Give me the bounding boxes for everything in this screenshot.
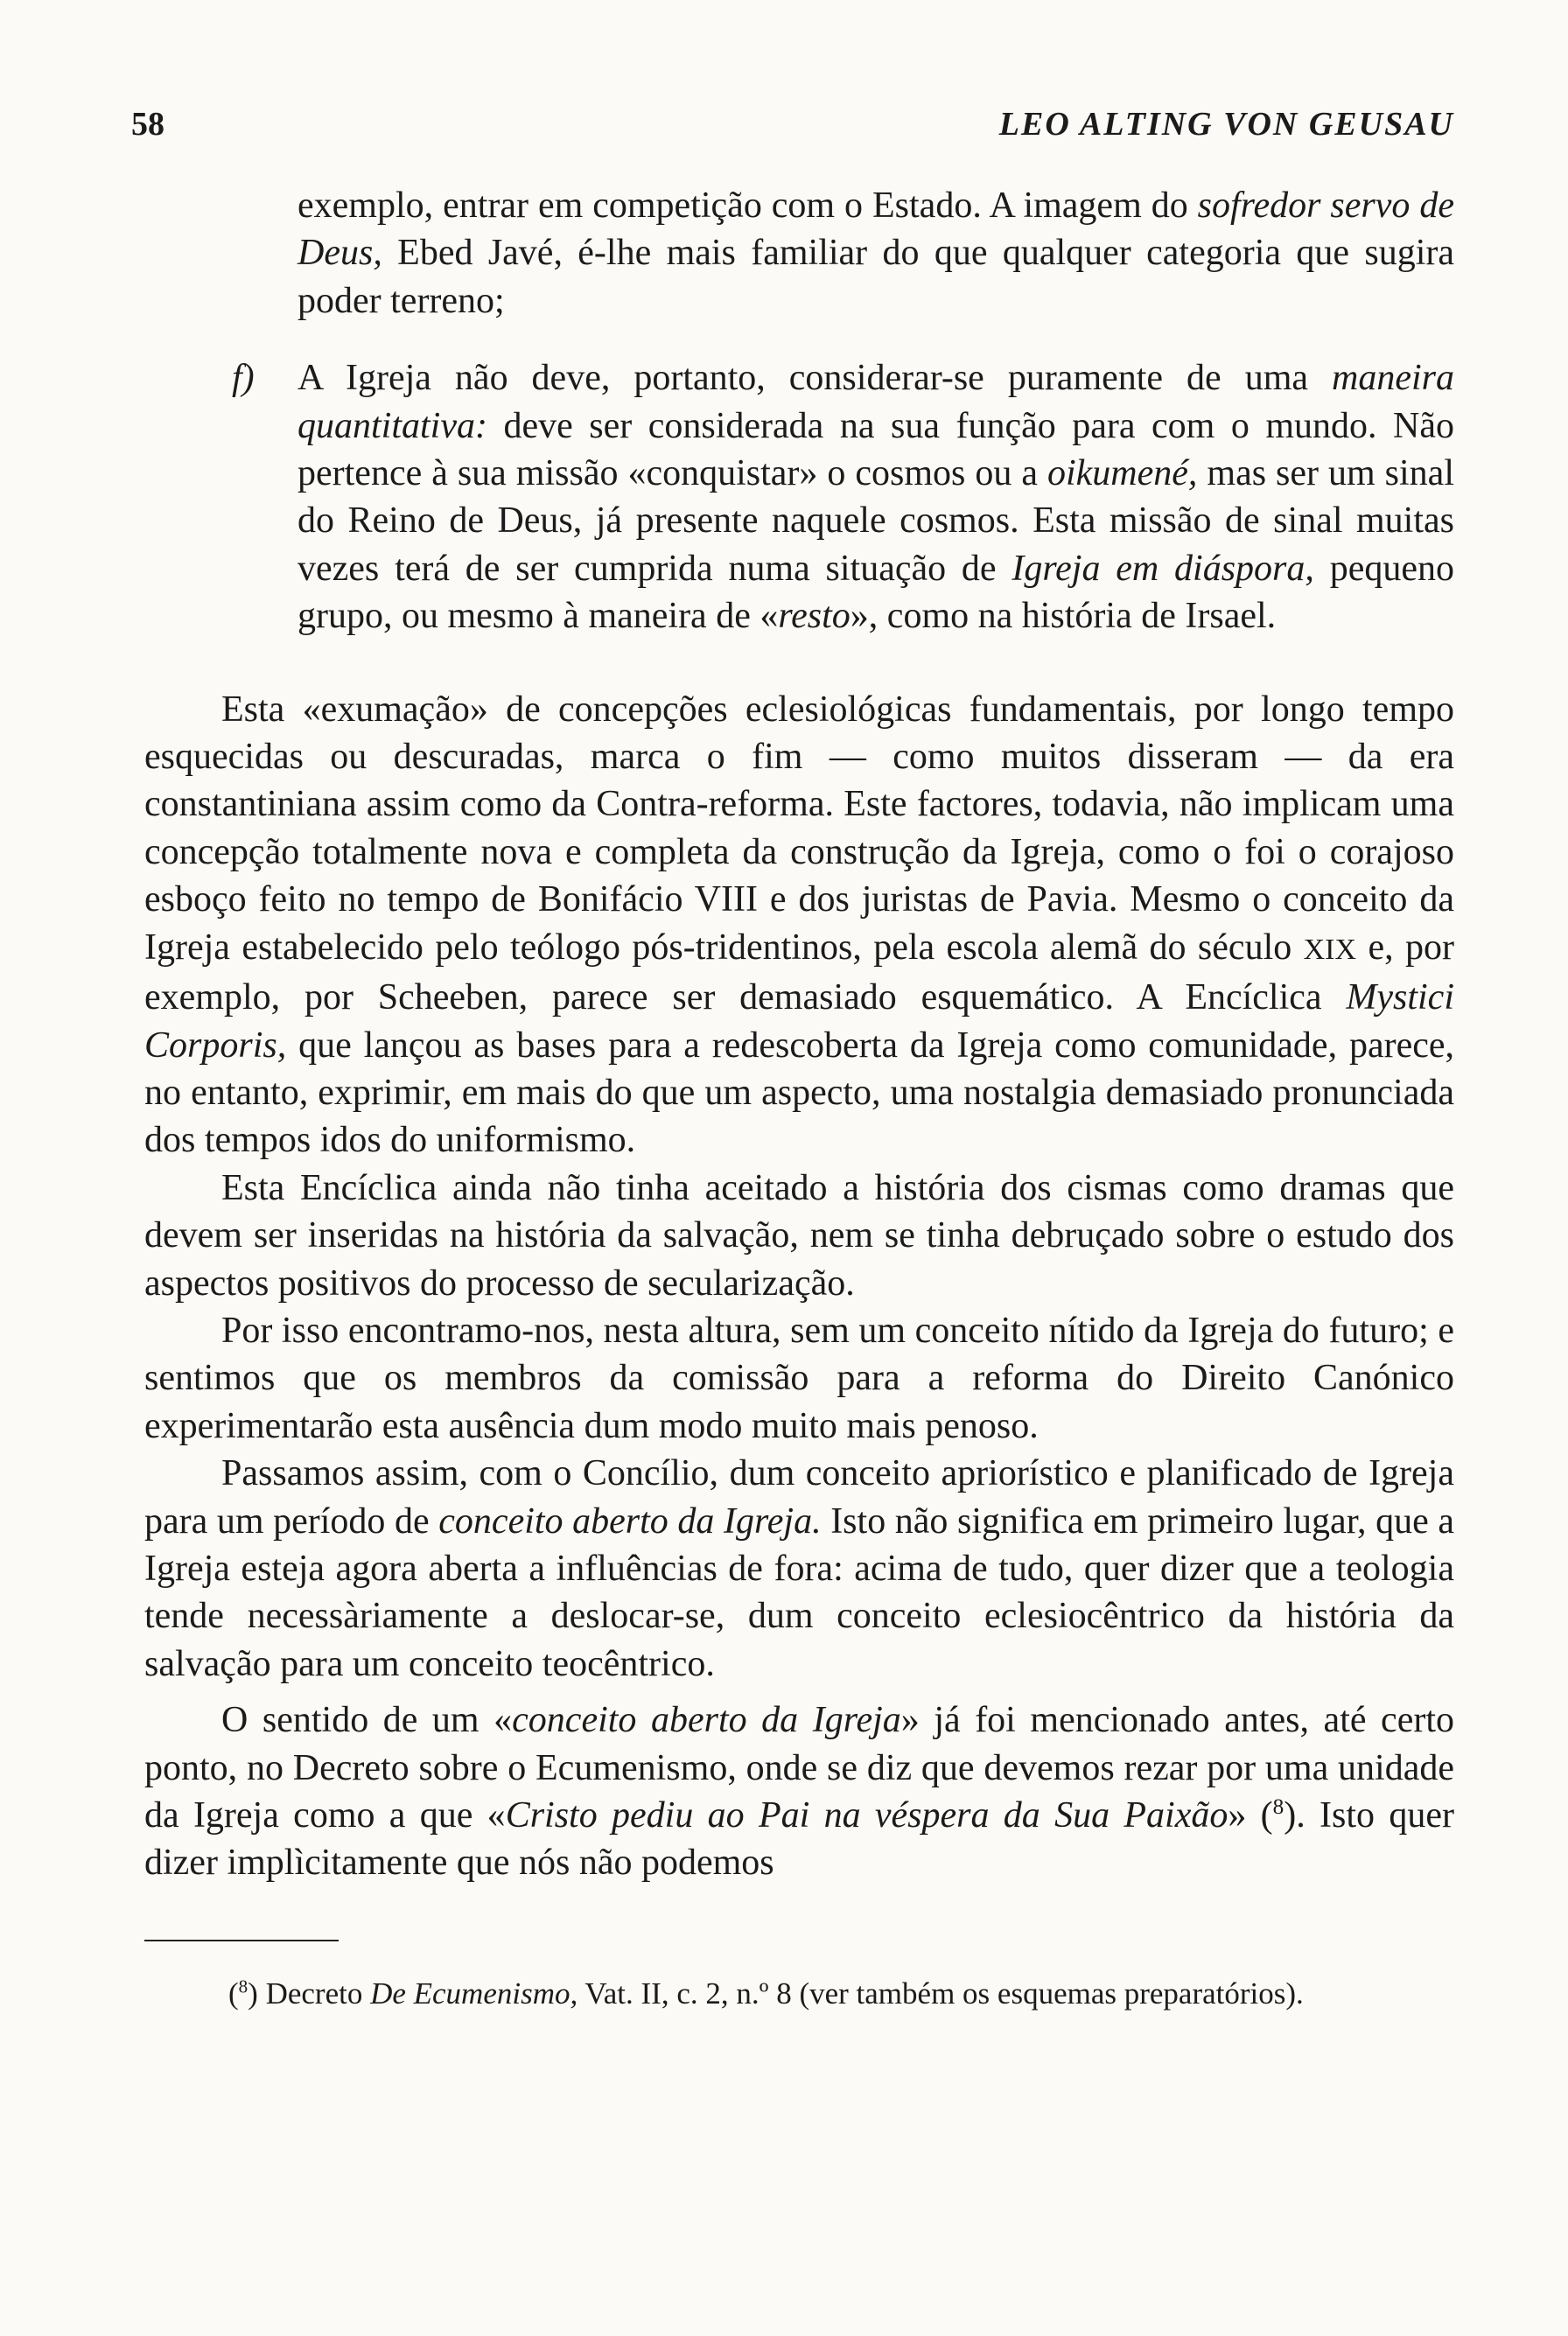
footnote-number: 8	[238, 1976, 248, 1997]
footnote-ref-8[interactable]: 8	[1272, 1795, 1284, 1819]
footnote-8: ($^8$) Decreto De Ecumenismo, Vat. II, c. 2, n.º 8 (ver também os esquemas preparatórios).	[228, 1976, 1304, 2011]
paragraph-5: O sentido de um «conceito aberto da Igreja» já foi mencionado antes, até certo ponto, no Decreto sobre o Ecumenismo, onde se diz que devemos rezar por uma unidade da Igreja como a que «Cristo pediu ao Pai na véspera da Sua Paixão» ($^8$). Isto quer dizer implìcitamente que nós não podemos	[144, 1700, 1454, 1884]
running-head: LEO ALTING VON GEUSAU	[998, 106, 1454, 143]
small-caps-century: XIX	[1303, 933, 1357, 966]
footnote-divider	[144, 1940, 339, 1941]
paragraph-2: Esta Encíclica ainda não tinha aceitado a história dos cismas como dramas que devem ser inseridas na história da salvação, nem se tinha debruçado sobre o estudo dos aspectos positivos do processo de secularização.	[144, 1167, 1454, 1304]
list-marker-f: f)	[232, 358, 255, 399]
paragraph-4: Passamos assim, com o Concílio, dum conceito apriorístico e planificado de Igreja para um período de conceito aberto da Igreja. Isto não significa em primeiro lugar, que a Igreja esteja agora aberta a influências de fora: acima de tudo, quer dizer que a teologia tende necessàriamente a deslocar-se, dum conceito eclesiocêntrico da história da salvação para um conceito teocêntrico.	[144, 1453, 1454, 1684]
page-body	[144, 182, 1454, 2015]
page-number: 58	[131, 106, 164, 143]
list-item-continuation	[144, 182, 1454, 325]
paragraph-1: Esta «exumação» de concepções eclesiológicas fundamentais, por longo tempo esquecidas ou descuradas, marca o fim — como muitos disseram — da era constantiniana assim como da Contra-reforma. Este factores, todavia, não implicam uma concepção totalmente nova e completa da construção da Igreja, como o foi o corajoso esboço feito no tempo de Bonifácio VIII e dos juristas de Pavia. Mesmo o conceito da Igreja estabelecido pelo teólogo pós-tridentinos, pela escola alemã do século XIX e, por exemplo, por Scheeben, parece ser demasiado esquemático. A Encíclica Mystici Corporis, que lançou as bases para a redescoberta da Igreja como comunidade, parece, no entanto, exprimir, em mais do que um aspecto, uma nostalgia demasiado pronunciada dos tempos idos do uniformismo.	[144, 689, 1454, 1161]
list-item-f	[144, 354, 1454, 640]
paragraph-3: Por isso encontramo-nos, nesta altura, sem um conceito nítido da Igreja do futuro; e sentimos que os membros da comissão para a reforma do Direito Canónico experimentarão esta ausência dum modo muito mais penoso.	[144, 1310, 1454, 1446]
item-f-text: A Igreja não deve, portanto, considerar-se puramente de uma maneira quantitativa: deve ser considerada na sua função para com o mundo. Não pertence à sua missão «conquistar» o cosmos ou a oikumené, mas ser um sinal do Reino de Deus, já presente naquele cosmos. Esta missão de sinal muitas vezes terá de ser cumprida numa situação de Igreja em diáspora, pequeno grupo, ou mesmo à maneira de «resto», como na história de Irsael.	[298, 358, 1454, 637]
continuation-text: exemplo, entrar em competição com o Estado. A imagem do sofredor servo de Deus, Ebed Javé, é-lhe mais familiar do que qualquer categoria que sugira poder terreno;	[298, 185, 1454, 321]
footnotes	[144, 1973, 1454, 2015]
